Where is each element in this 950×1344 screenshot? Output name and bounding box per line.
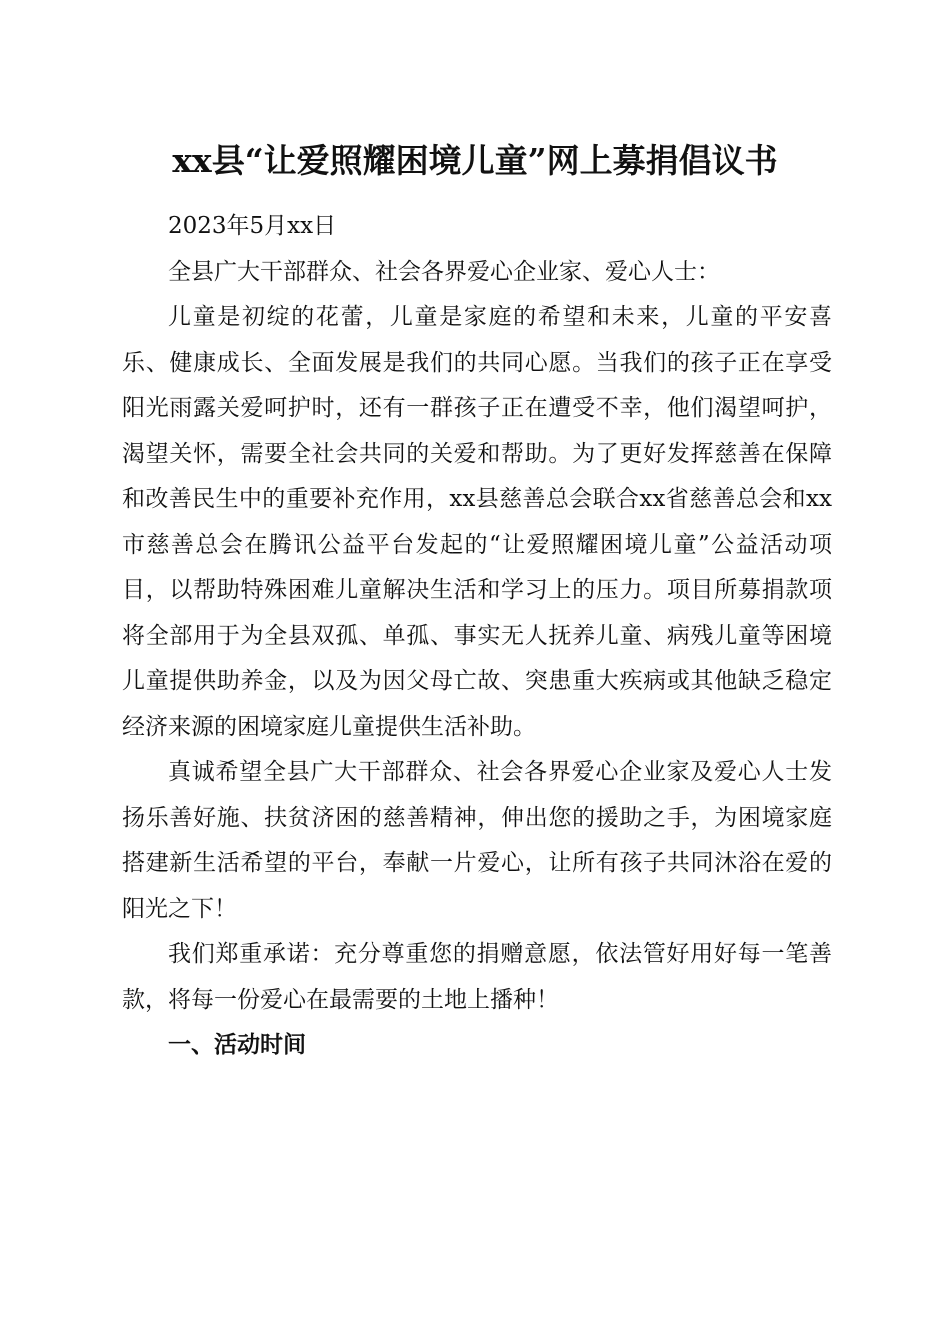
- document-body: [122, 204, 832, 1069]
- paragraph-intro: 儿童是初绽的花蕾，儿童是家庭的希望和未来，儿童的平安喜乐、健康成长、全面发展是我们的共同心愿。当我们的孩子正在享受阳光雨露关爱呵护时，还有一群孩子正在遭受不幸，他们渴望呵护，渴望关怀，需要全社会共同的关爱和帮助。为了更好发挥慈善在保障和改善民生中的重要补充作用，xx县慈善总会联合xx省慈善总会和xx市慈善总会在腾讯公益平台发起的“让爱照耀困境儿童”公益活动项目，以帮助特殊困难儿童解决生活和学习上的压力。项目所募捐款项将全部用于为全县双孤、单孤、事实无人抚养儿童、病残儿童等困境儿童提供助养金，以及为因父母亡故、突患重大疾病或其他缺乏稳定经济来源的困境家庭儿童提供生活补助。: [122, 304, 832, 740]
- paragraph-promise: 我们郑重承诺：充分尊重您的捐赠意愿，依法管好用好每一笔善款，将每一份爱心在最需要的土地上播种！: [122, 941, 832, 1013]
- salutation: 全县广大干部群众、社会各界爱心企业家、爱心人士：: [168, 258, 720, 285]
- document-title: xx县“让爱照耀困境儿童”网上募捐倡议书: [172, 141, 778, 180]
- document-date: 2023年5月xx日: [168, 213, 337, 239]
- paragraph-appeal: 真诚希望全县广大干部群众、社会各界爱心企业家及爱心人士发扬乐善好施、扶贫济困的慈善精神，伸出您的援助之手，为困境家庭搭建新生活希望的平台，奉献一片爱心，让所有孩子共同沐浴在爱的阳光之下！: [122, 759, 832, 922]
- section-heading-activity-time: 一、活动时间: [168, 1032, 306, 1058]
